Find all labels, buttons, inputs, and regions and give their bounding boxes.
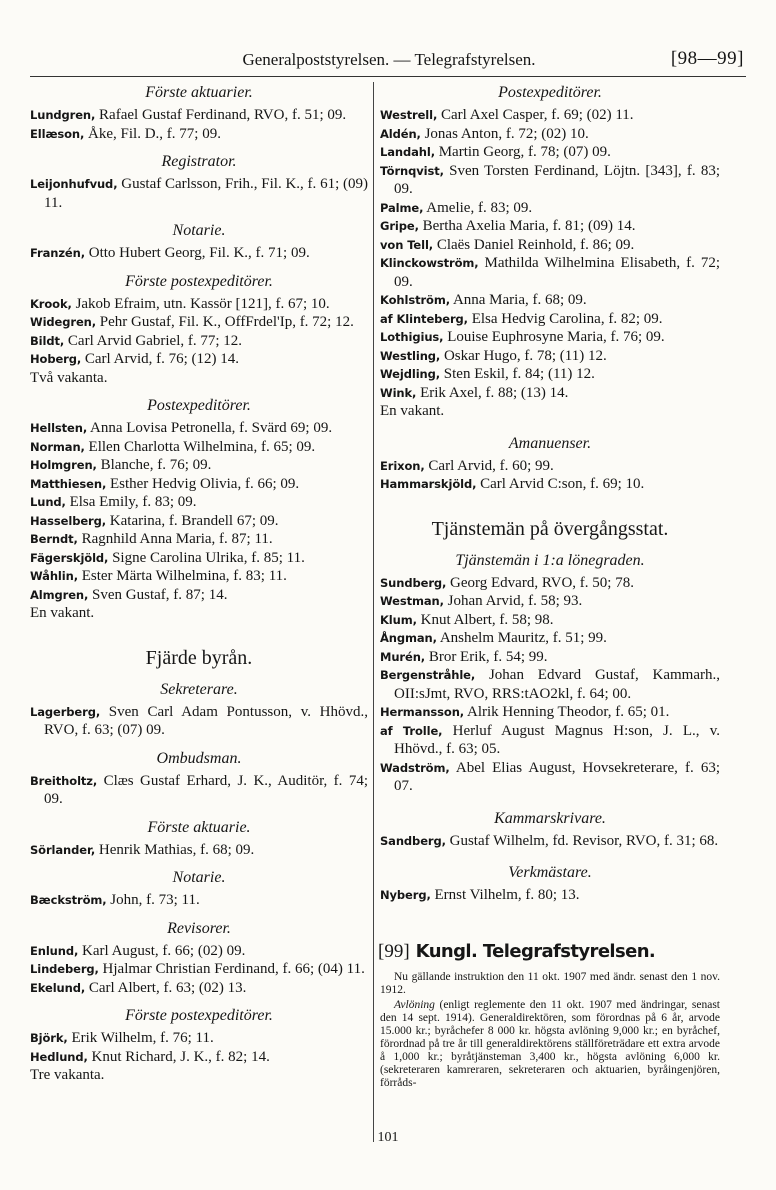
list-item: Landahl, Martin Georg, f. 78; (07) 09. [380,144,611,160]
list-item: Norman, Ellen Charlotta Wilhelmina, f. 65; 09. [30,438,316,455]
list-item: Kohlström, Anna Maria, f. 68; 09. [380,292,587,308]
entry-name: Bergenstråhle, [380,668,476,682]
section-heading: Förste postexpeditörer. [125,1007,273,1024]
entry-name: Murén, [380,649,426,664]
group-title: Fjärde byrån. [145,646,253,669]
left-column [30,82,368,1085]
vacancy-note: En vakant. [380,403,445,419]
list-item: Wink, Erik Axel, f. 88; (13) 14. [380,384,569,401]
list-item: Palme, Amelie, f. 83; 09. [380,199,533,216]
section-heading: Förste postexpeditörer. [125,272,273,290]
entry-name: von Tell, [380,237,434,252]
list-item: Björk, Erik Wilhelm, f. 76; 11. [30,1030,214,1046]
entry-name: Björk, [30,1031,68,1045]
list-item: Leijonhufvud, Gustaf Carlsson, Frih., Fil. K., f. 61; (09) 11. [30,176,368,211]
salary-label: Avlöning [394,998,435,1011]
header-rule [30,76,746,77]
entry-name: Törnqvist, [380,163,444,178]
column-divider [373,82,374,1142]
section-name: Kungl. Telegrafstyrelsen. [415,940,656,962]
list-item: Almgren, Sven Gustaf, f. 87; 14. [30,586,228,603]
list-item: Holmgren, Blanche, f. 76; 09. [30,457,212,473]
section-heading: Förste aktuarier. [145,84,253,101]
entry-name: Aldén, [380,126,421,141]
list-item: Widegren, Pehr Gustaf, Fil. K., OffFrdel'Ip, f. 72; 12. [30,314,354,330]
entry-name: Almgren, [30,587,89,602]
entry-name: Kohlström, [380,293,451,307]
list-item: Sörlander, Henrik Mathias, f. 68; 09. [30,841,255,858]
list-item: Wadström, Abel Elias August, Hovsekreterare, f. 63; 07. [380,759,720,794]
group-title: Tjänstemän på övergångsstat. [431,517,669,540]
entry-name: Berndt, [30,532,78,546]
list-item: Lagerberg, Sven Carl Adam Pontusson, v. Hhövd., RVO, f. 63; (07) 09. [30,703,368,738]
entry-name: af Klinteberg, [380,311,468,326]
entry-name: Lagerberg, [30,704,101,719]
list-item: Sundberg, Georg Edvard, RVO, f. 50; 78. [380,574,634,591]
entry-name: Wejdling, [380,367,441,381]
list-item: Breitholtz, Clæs Gustaf Erhard, J. K., Auditör, f. 74; 09. [30,772,368,807]
entry-name: Hellsten, [30,421,88,435]
list-item: Klinckowström, Mathilda Wilhelmina Elisabeth, f. 72; 09. [380,255,720,290]
entry-name: Ekelund, [30,980,86,995]
entry-name: Nyberg, [380,888,431,902]
entry-name: Leijonhufvud, [30,177,118,191]
entry-name: Sundberg, [380,575,447,590]
entry-name: Matthiesen, [30,476,107,491]
section-heading: Notarie. [172,222,226,239]
list-item: Hoberg, Carl Arvid, f. 76; (12) 14. [30,351,240,367]
list-item: Gripe, Bertha Axelia Maria, f. 81; (09) 14. [380,218,636,234]
entry-name: Hammarskjöld, [380,477,477,491]
entry-name: Sörlander, [30,842,96,857]
section-heading: Kammarskrivare. [494,809,606,827]
entry-name: Bæckström, [30,893,107,907]
list-item: Aldén, Jonas Anton, f. 72; (02) 10. [380,125,589,142]
entry-name: Enlund, [30,943,79,958]
vacancy-note: Tre vakanta. [30,1067,105,1083]
list-item: Lothigius, Louise Euphrosyne Maria, f. 76; 09. [380,329,665,345]
section-heading: Notarie. [172,869,226,886]
entry-name: Ångman, [380,631,437,645]
entry-name: Lothigius, [380,330,444,344]
instruction-note: Nu gällande instruktion den 11 okt. 1907 med ändr. senast den 1 nov. 1912. [380,970,720,996]
list-item: Klum, Knut Albert, f. 58; 98. [380,611,554,628]
entry-name: Lindeberg, [30,962,99,976]
entry-name: Westrell, [380,108,438,122]
right-column [380,82,720,1092]
entry-name: af Trolle, [380,723,443,738]
list-item: Hermansson, Alrik Henning Theodor, f. 65; 01. [380,704,670,720]
list-item: Westrell, Carl Axel Casper, f. 69; (02) 11. [380,107,634,123]
list-item: Hammarskjöld, Carl Arvid C:son, f. 69; 10. [380,476,645,492]
entry-name: Holmgren, [30,458,97,472]
page-range: [98—99] [670,48,744,69]
page-header [28,48,750,76]
entry-name: Widegren, [30,315,97,329]
list-item: Ekelund, Carl Albert, f. 63; (02) 13. [30,979,247,996]
entry-name: Lundgren, [30,108,96,122]
section-heading: Revisorer. [167,919,231,937]
page-number: 101 [377,1130,399,1145]
entry-name: Palme, [380,200,424,215]
entry-name: Hoberg, [30,352,82,366]
section-number: [99] [378,940,410,962]
entry-name: Breitholtz, [30,773,98,788]
section-heading: Sekreterare. [160,680,238,698]
list-item: Fägerskjöld, Signe Carolina Ulrika, f. 85; 11. [30,549,305,566]
entry-name: Wink, [380,385,417,400]
entry-name: Klinckowström, [380,256,479,270]
entry-name: Gripe, [380,219,419,233]
list-item: Wåhlin, Ester Märta Wilhelmina, f. 83; 11. [30,568,287,584]
entry-name: Hedlund, [30,1049,88,1064]
entry-name: Bildt, [30,333,65,348]
list-item: Krook, Jakob Efraim, utn. Kassör [121], f. 67; 10. [30,295,330,312]
entry-name: Norman, [30,439,85,454]
entry-name: Fägerskjöld, [30,550,109,565]
list-item: Franzén, Otto Hubert Georg, Fil. K., f. 71; 09. [30,245,310,261]
list-item: Hasselberg, Katarina, f. Brandell 67; 09. [30,512,279,529]
list-item: Enlund, Karl August, f. 66; (02) 09. [30,942,246,959]
entry-name: Lund, [30,495,66,509]
list-item: af Trolle, Herluf August Magnus H:son, J. L., v. Hhövd., f. 63; 05. [380,722,720,757]
list-item: Ellæson, Åke, Fil. D., f. 77; 09. [30,125,221,142]
list-item: Murén, Bror Erik, f. 54; 99. [380,648,548,665]
entry-name: Landahl, [380,145,435,159]
section-heading: Registrator. [161,153,237,170]
entry-name: Westman, [380,594,444,608]
list-item: Hedlund, Knut Richard, J. K., f. 82; 14. [30,1048,270,1065]
list-item: Ångman, Anshelm Mauritz, f. 51; 99. [380,630,607,646]
section-heading: Förste aktuarie. [147,818,251,836]
section-heading: Postexpeditörer. [147,397,251,414]
entry-name: Klum, [380,612,417,627]
list-item: Bildt, Carl Arvid Gabriel, f. 77; 12. [30,332,243,349]
list-item: Wejdling, Sten Eskil, f. 84; (11) 12. [380,366,595,382]
list-item: von Tell, Claës Daniel Reinhold, f. 86; 09. [380,236,635,253]
running-title: Generalpoststyrelsen. — Telegrafstyrelsen. [242,50,536,69]
section-heading: Tjänstemän i 1:a lönegraden. [455,551,645,569]
list-item: Lundgren, Rafael Gustaf Ferdinand, RVO, f. 51; 09. [30,107,347,123]
list-item: Bergenstråhle, Johan Edvard Gustaf, Kammarh., OII:sJmt, RVO, RRS:tAO2kl, f. 64; 00. [380,667,720,702]
list-item: Lund, Elsa Emily, f. 83; 09. [30,494,197,510]
list-item: Lindeberg, Hjalmar Christian Ferdinand, f. 66; (04) 11. [30,961,365,977]
section-heading: Amanuenser. [508,434,592,452]
list-item: Sandberg, Gustaf Wilhelm, fd. Revisor, RVO, f. 31; 68. [380,832,719,849]
list-item: Hellsten, Anna Lovisa Petronella, f. Svärd 69; 09. [30,420,333,436]
list-item: Westling, Oskar Hugo, f. 78; (11) 12. [380,347,607,364]
list-item: Berndt, Ragnhild Anna Maria, f. 87; 11. [30,531,273,547]
entry-name: Krook, [30,296,72,311]
list-item: af Klinteberg, Elsa Hedvig Carolina, f. 82; 09. [380,310,663,327]
list-item: Matthiesen, Esther Hedvig Olivia, f. 66; 09. [30,475,300,492]
entry-name: Hasselberg, [30,513,107,528]
vacancy-note: Två vakanta. [30,369,108,386]
entry-name: Ellæson, [30,126,85,141]
entry-name: Westling, [380,348,441,363]
list-item: Törnqvist, Sven Torsten Ferdinand, Löjtn. [343], f. 83; 09. [380,162,720,197]
list-item: Erixon, Carl Arvid, f. 60; 99. [380,457,554,474]
entry-name: Wåhlin, [30,569,78,583]
section-heading: Ombudsman. [156,749,242,767]
section-heading: Verkmästare. [508,864,592,881]
section-big-title [378,935,720,967]
list-item: Nyberg, Ernst Vilhelm, f. 80; 13. [380,887,580,903]
list-item: Bæckström, John, f. 73; 11. [30,892,200,908]
vacancy-note: En vakant. [30,605,95,621]
entry-name: Sandberg, [380,833,446,848]
entry-name: Wadström, [380,760,450,775]
entry-name: Erixon, [380,458,425,473]
salary-note: Avlöning (enligt reglemente den 11 okt. 1907 med ändringar, senast den 14 sept. 1914). Generaldirektören, som förordnas på 6 år, arvode 15.000 kr.; byråchefer 8 000 kr. högsta avlöning 9,000 kr.; en byråchef, förordnad på tre år till generaldirektörens ställföreträdare ett extra arvode å 1,000 kr.; byråtjänsteman 3,400 kr., högsta avlöning 6,000 kr. (sekreteraren kamreraren, sekreteraren och aktuarien, byråingenjören, förråds- [380,998,720,1089]
entry-name: Hermansson, [380,705,465,719]
entry-name: Franzén, [30,246,85,260]
list-item: Westman, Johan Arvid, f. 58; 93. [380,593,583,609]
section-heading: Postexpeditörer. [498,84,602,101]
